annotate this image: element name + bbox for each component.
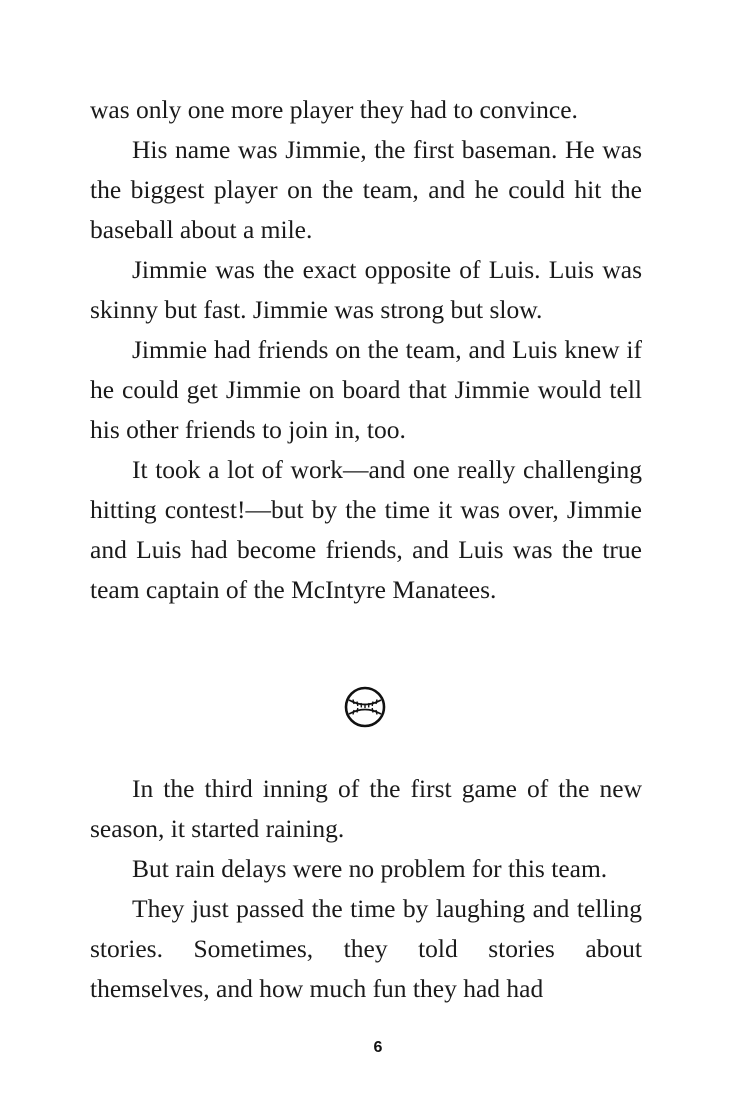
paragraph: It took a lot of work—and one really challenging hitting contest!—but by the time it was over, Jimmie and Luis had become friends, and Luis was the true team captain of the McIntyre Manatees. [90, 455, 642, 604]
paragraph: But rain delays were no problem for this team. [132, 854, 608, 883]
paragraph: was only one more player they had to convince. [90, 95, 578, 124]
paragraph: Jimmie was the exact opposite of Luis. Luis was skinny but fast. Jimmie was strong but slow. [90, 255, 642, 324]
paragraph: Jimmie had friends on the team, and Luis knew if he could get Jimmie on board that Jimmie would tell his other friends to join in, too. [90, 335, 642, 444]
baseball-icon [343, 685, 387, 729]
paragraph: In the third inning of the first game of the new season, it started raining. [90, 774, 642, 843]
paragraph: They just passed the time by laughing and telling stories. Sometimes, they told stories about themselves, and how much fun they had had [90, 894, 642, 1003]
section-one [90, 90, 642, 610]
section-two [90, 769, 642, 1009]
page-number: 6 [373, 1039, 383, 1056]
paragraph: His name was Jimmie, the first baseman. He was the biggest player on the team, and he could hit the baseball about a mile. [90, 135, 642, 244]
